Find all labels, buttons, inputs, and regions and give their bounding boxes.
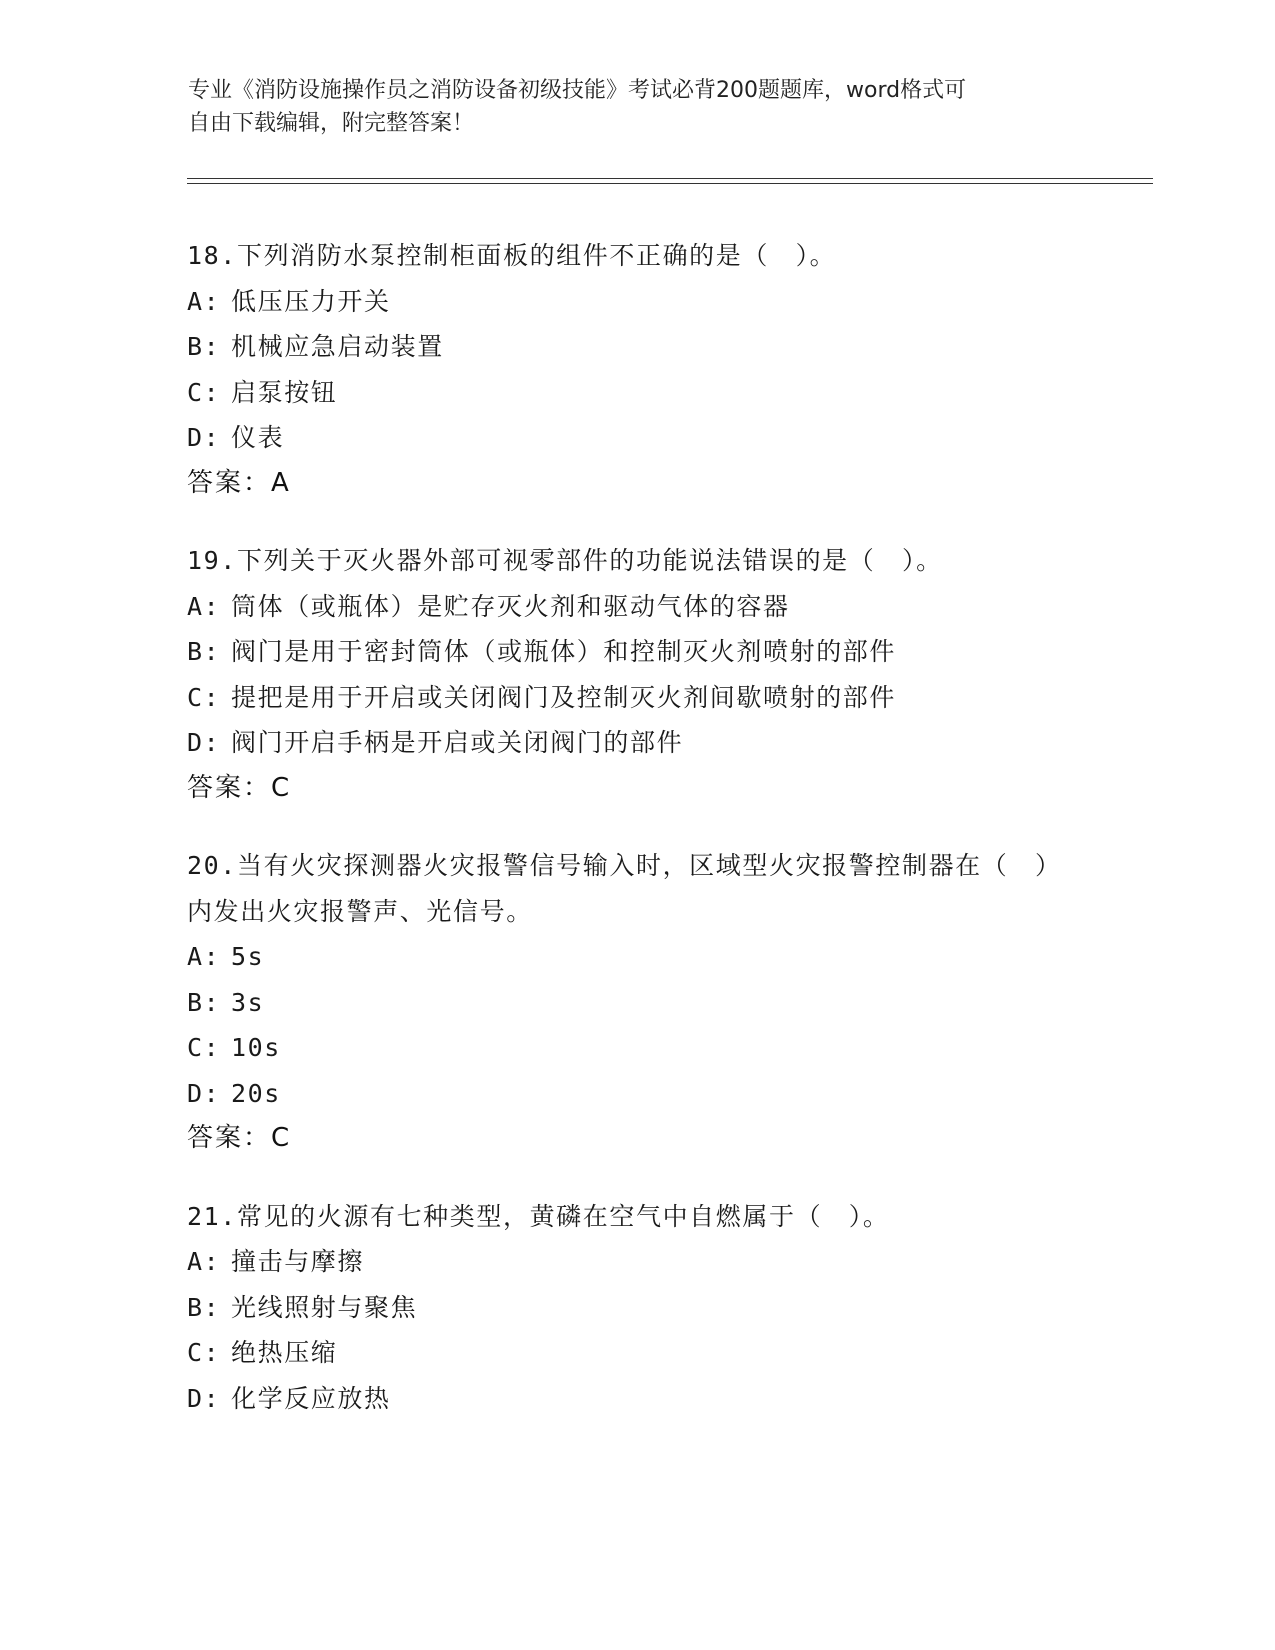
option-row bbox=[187, 279, 1147, 325]
option-row bbox=[187, 1071, 1147, 1117]
header-line-1: 专业《消防设施操作员之消防设备初级技能》考试必背200题题库，word格式可 bbox=[188, 78, 967, 103]
document-header bbox=[188, 74, 1088, 140]
option-text: 绝热压缩 bbox=[231, 1338, 338, 1367]
option-text: 提把是用于开启或关闭阀门及控制灭火剂间歇喷射的部件 bbox=[231, 682, 897, 712]
option-text: 低压压力开关 bbox=[231, 286, 391, 316]
question-number: 21. bbox=[187, 1201, 237, 1231]
question-block bbox=[187, 538, 1147, 811]
option-row bbox=[187, 675, 1147, 721]
option-text: 化学反应放热 bbox=[231, 1383, 391, 1413]
option-text: 5s bbox=[231, 942, 265, 971]
question-number: 18. bbox=[187, 241, 237, 270]
option-row bbox=[187, 1285, 1147, 1331]
option-text: 阀门是用于密封筒体（或瓶体）和控制灭火剂喷射的部件 bbox=[231, 637, 897, 666]
question-stem bbox=[187, 843, 1087, 934]
question-block bbox=[187, 233, 1147, 506]
option-row bbox=[187, 1376, 1147, 1422]
option-row bbox=[187, 629, 1147, 675]
option-key: C: bbox=[187, 377, 221, 407]
option-key: A: bbox=[187, 286, 221, 316]
question-text: 下列关于灭火器外部可视零部件的功能说法错误的是（ ）。 bbox=[236, 546, 943, 575]
option-key: B: bbox=[187, 1292, 221, 1322]
option-text: 光线照射与聚焦 bbox=[231, 1292, 418, 1322]
option-key: D: bbox=[187, 728, 221, 757]
option-row bbox=[187, 980, 1147, 1026]
option-key: A: bbox=[187, 591, 221, 621]
option-text: 20s bbox=[231, 1078, 281, 1108]
option-text: 10s bbox=[231, 1033, 281, 1062]
question-text: 常见的火源有七种类型，黄磷在空气中自燃属于（ ）。 bbox=[236, 1201, 890, 1231]
option-key: D: bbox=[187, 1078, 221, 1108]
answer-line: 答案：A bbox=[187, 467, 291, 498]
option-key: A: bbox=[187, 1247, 221, 1276]
option-row bbox=[187, 1239, 1147, 1285]
question-number: 20. bbox=[187, 851, 237, 880]
option-row bbox=[187, 415, 1147, 461]
question-text: 下列消防水泵控制柜面板的组件不正确的是（ ）。 bbox=[236, 241, 837, 270]
option-key: C: bbox=[187, 1338, 221, 1367]
question-block bbox=[187, 1194, 1147, 1422]
option-text: 阀门开启手柄是开启或关闭阀门的部件 bbox=[231, 728, 684, 757]
header-line-2: 自由下载编辑，附完整答案！ bbox=[188, 111, 475, 136]
header-divider-top bbox=[187, 178, 1153, 179]
option-key: D: bbox=[187, 423, 221, 452]
option-row bbox=[187, 324, 1147, 370]
option-key: B: bbox=[187, 332, 221, 361]
option-key: B: bbox=[187, 637, 221, 666]
option-key: C: bbox=[187, 682, 221, 712]
option-text: 启泵按钮 bbox=[231, 377, 338, 407]
option-row bbox=[187, 1025, 1147, 1071]
option-row bbox=[187, 584, 1147, 630]
answer-line: 答案：C bbox=[187, 1123, 292, 1153]
option-text: 仪表 bbox=[231, 423, 285, 452]
question-number: 19. bbox=[187, 546, 237, 575]
option-key: B: bbox=[187, 987, 221, 1017]
question-text: 当有火灾探测器火灾报警信号输入时，区域型火灾报警控制器在（ ）内发出火灾报警声、光信号。 bbox=[187, 851, 1062, 926]
option-key: D: bbox=[187, 1383, 221, 1413]
question-stem bbox=[187, 233, 1087, 279]
header-divider-bottom bbox=[187, 183, 1153, 184]
option-text: 撞击与摩擦 bbox=[231, 1247, 365, 1276]
option-row bbox=[187, 720, 1147, 766]
option-row bbox=[187, 1330, 1147, 1376]
question-block bbox=[187, 843, 1147, 1162]
option-key: A: bbox=[187, 942, 221, 971]
option-text: 3s bbox=[231, 987, 265, 1017]
question-list bbox=[187, 233, 1147, 1453]
question-stem bbox=[187, 538, 1087, 584]
option-text: 筒体（或瓶体）是贮存灭火剂和驱动气体的容器 bbox=[231, 591, 790, 621]
option-row bbox=[187, 934, 1147, 980]
answer-line: 答案：C bbox=[187, 772, 292, 803]
option-row bbox=[187, 370, 1147, 416]
question-stem bbox=[187, 1194, 1087, 1240]
option-key: C: bbox=[187, 1033, 221, 1062]
option-text: 机械应急启动装置 bbox=[231, 332, 444, 361]
